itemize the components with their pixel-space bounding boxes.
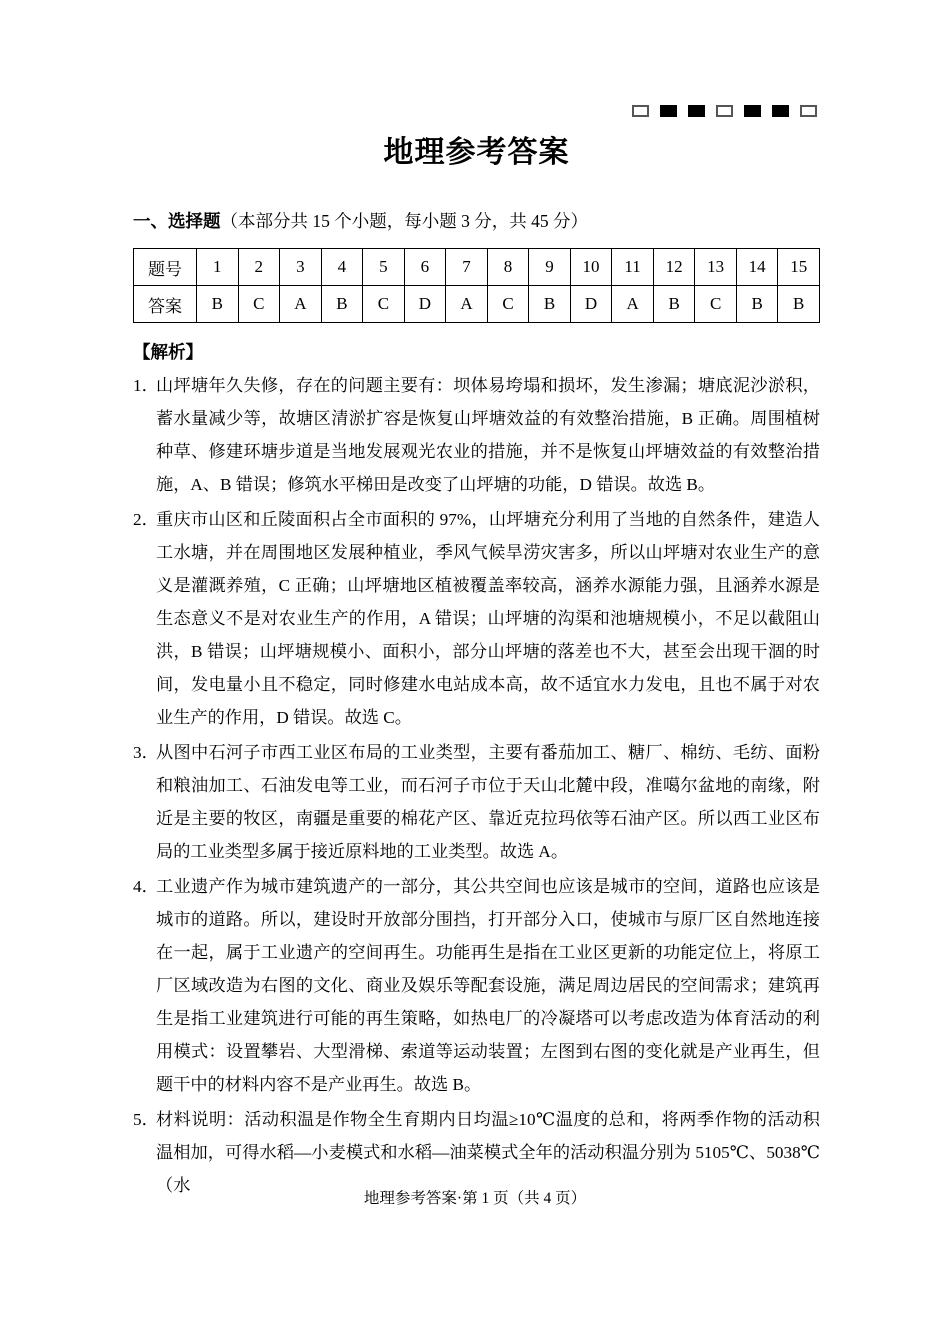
page-title: 地理参考答案 [383,136,570,169]
analysis-item-number: 5． [133,1110,159,1129]
answer-cell: C [238,286,280,323]
analysis-item-text: 工业遗产作为城市建筑遗产的一部分，其公共空间也应该是城市的空间，道路也应该是城市的道路。所以，建设时开放部分围挡，打开部分入口，使城市与原厂区自然地连接在一起，属于工业遗产的空间再生。功能再生是指在工业区更新的功能定位上，将原工厂区域改造为右图的文化、商业及娱乐等配套设施，满足周边居民的空间需求；建筑再生是指工业建筑进行可能的再生策略，如热电厂的冷凝塔可以考虑改造为体育活动的利用模式：设置攀岩、大型滑梯、索道等运动装置；左图到右图的变化就是产业再生，但题干中的材料内容不是产业再生。故选 B。 [156,877,820,1094]
question-number-cell: 14 [736,249,778,286]
question-number-cell: 1 [197,249,239,286]
answer-cell: C [487,286,529,323]
analysis-item [133,870,820,1101]
answer-cell: B [197,286,239,323]
question-number-cell: 2 [238,249,280,286]
question-number-row-label: 题号 [134,249,197,286]
question-number-cell: 7 [446,249,488,286]
analysis-item-number: 4． [133,877,159,896]
answer-cell: D [570,286,612,323]
section-note: （本部分共 15 个小题，每小题 3 分，共 45 分） [220,211,588,231]
answer-cell: B [736,286,778,323]
analysis-item [133,1103,820,1202]
question-number-cell: 11 [612,249,654,286]
analysis-heading: 【解析】 [133,342,203,362]
answer-row [134,286,820,323]
analysis-item [133,369,820,501]
answer-cell: A [280,286,322,323]
analysis-item-number: 1． [133,376,159,395]
analysis-item-text: 从图中石河子市西工业区布局的工业类型，主要有番茄加工、糖厂、棉纺、毛纺、面粉和粮油加工、石油发电等工业，而石河子市位于天山北麓中段，准噶尔盆地的南缘，附近是主要的牧区，南疆是重要的棉花产区、靠近克拉玛依等石油产区。所以西工业区布局的工业类型多属于接近原料地的工业类型。故选 A。 [156,743,820,861]
analysis-item-number: 2． [133,510,159,529]
answer-cell: C [695,286,737,323]
question-number-cell: 4 [321,249,363,286]
answer-cell: B [653,286,695,323]
analysis-item [133,736,820,868]
analysis-item-number: 3． [133,743,159,762]
question-number-cell: 5 [363,249,405,286]
answer-cell: A [612,286,654,323]
analysis-list [133,369,820,1202]
question-number-cell: 15 [778,249,820,286]
answer-cell: C [363,286,405,323]
answer-cell: B [321,286,363,323]
question-number-cell: 8 [487,249,529,286]
answer-cell: A [446,286,488,323]
analysis-item-text: 山坪塘年久失修，存在的问题主要有：坝体易垮塌和损坏，发生渗漏；塘底泥沙淤积，蓄水量减少等，故塘区清淤扩容是恢复山坪塘效益的有效整治措施，B 正确。周围植树种草、修建环塘步道是当地发展观光农业的措施，并不是恢复山坪塘效益的有效整治措施，A、B 错误；修筑水平梯田是改变了山坪塘的功能，D 错误。故选 B。 [156,376,820,494]
question-number-row [134,249,820,286]
answer-cell: D [404,286,446,323]
answer-table [133,248,820,323]
question-number-cell: 3 [280,249,322,286]
answer-cell: B [778,286,820,323]
answer-cell: B [529,286,571,323]
analysis-item-text: 重庆市山区和丘陵面积占全市面积的 97%，山坪塘充分利用了当地的自然条件，建造人工水塘，并在周围地区发展种植业，季风气候旱涝灾害多，所以山坪塘对农业生产的意义是灌溉养殖，C 正确；山坪塘地区植被覆盖率较高，涵养水源能力强，且涵养水源是生态意义不是对农业生产的作用，A 错误；山坪塘的沟渠和池塘规模小，不足以截阻山洪，B 错误；山坪塘规模小、面积小，部分山坪塘的落差也不大，甚至会出现干涸的时间，发电量小且不稳定，同时修建水电站成本高，故不适宜水力发电，且也不属于对农业生产的作用，D 错误。故选 C。 [156,510,820,727]
answer-row-label: 答案 [134,286,197,323]
page-content [133,0,820,1204]
question-number-cell: 12 [653,249,695,286]
question-number-cell: 13 [695,249,737,286]
question-number-cell: 10 [570,249,612,286]
question-number-cell: 9 [529,249,571,286]
question-number-cell: 6 [404,249,446,286]
analysis-item-text: 材料说明：活动积温是作物全生育期内日均温≥10℃温度的总和，将两季作物的活动积温相加，可得水稻—小麦模式和水稻—油菜模式全年的活动积温分别为 5105℃、5038℃（水 [156,1110,820,1195]
section-label: 一、选择题 [133,211,221,231]
analysis-item [133,503,820,734]
page-footer: 地理参考答案·第 1 页（共 4 页） [363,1190,587,1207]
section-heading [133,209,820,233]
